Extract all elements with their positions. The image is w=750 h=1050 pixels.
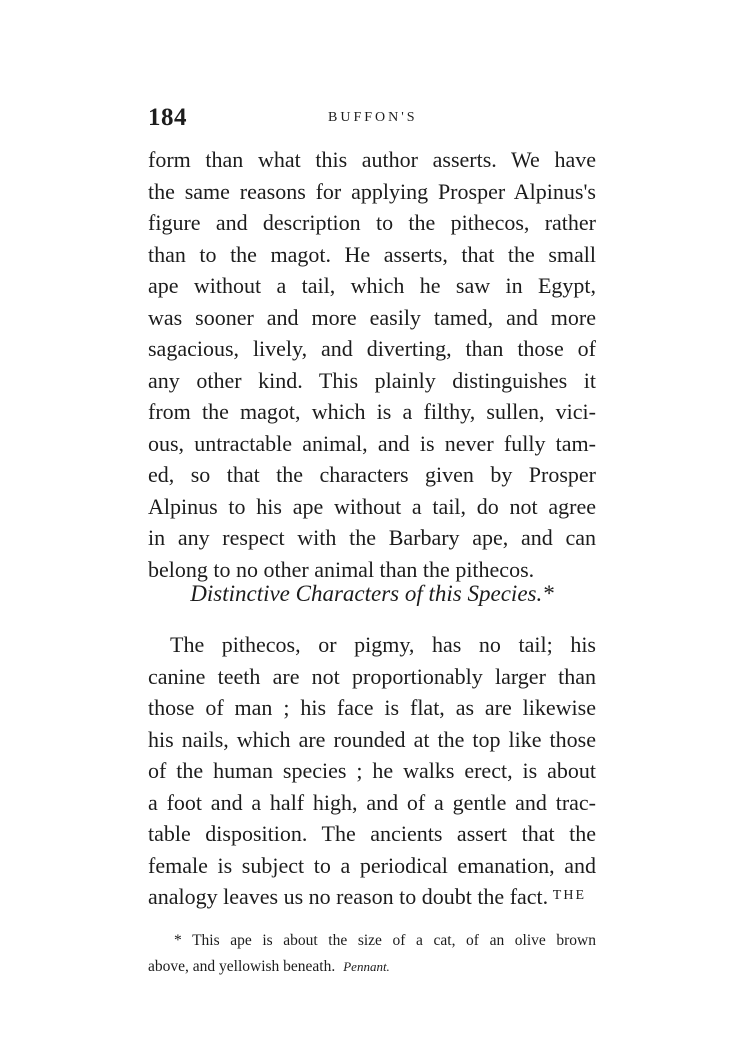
body-paragraph-1 [148, 144, 596, 585]
catchword: THE [552, 888, 586, 903]
body-paragraph-2 [148, 629, 596, 913]
text-line: ous, untractable animal, and is never fully tam- [148, 430, 596, 456]
section-heading: Distinctive Characters of this Species.* [190, 581, 554, 606]
footnote-line [148, 954, 596, 980]
text-line: was sooner and more easily tamed, and more [148, 304, 596, 330]
text-line: the same reasons for applying Prosper Alpinus's [148, 178, 596, 204]
running-head: BUFFON'S [328, 110, 418, 125]
text-line: analogy leaves us no reason to doubt the fact. [148, 884, 549, 909]
text-line: belong to no other animal than the pithecos. [148, 556, 535, 582]
text-line: ape without a tail, which he saw in Egypt, [148, 273, 596, 298]
text-line: any other kind. This plainly distinguishes it [148, 367, 596, 393]
text-line: from the magot, which is a filthy, sullen, vici- [148, 399, 596, 424]
footnote-text: above, and yellowish beneath. [148, 958, 336, 975]
text-line: ed, so that the characters given by Prosper [148, 462, 596, 487]
footnote [148, 928, 596, 980]
text-line: Alpinus to his ape without a tail, do not agree [148, 493, 596, 519]
footnote-line: * This ape is about the size of a cat, of an olive brown [174, 932, 596, 949]
text-line: sagacious, lively, and diverting, than those of [148, 336, 596, 361]
text-line: those of man ; his face is flat, as are likewise [148, 695, 596, 720]
text-line: The pithecos, or pigmy, has no tail; his [170, 632, 596, 657]
page-header [148, 104, 596, 138]
text-line: than to the magot. He asserts, that the small [148, 241, 596, 267]
text-line: female is subject to a periodical emanation, and [148, 852, 596, 878]
text-line: of the human species ; he walks erect, is about [148, 758, 596, 783]
text-line: a foot and a half high, and of a gentle and trac- [148, 789, 596, 815]
text-line: canine teeth are not proportionably larger than [148, 663, 596, 689]
text-line: table disposition. The ancients assert that the [148, 821, 596, 846]
text-line: his nails, which are rounded at the top like those [148, 726, 596, 752]
page-number: 184 [148, 104, 187, 131]
text-line: in any respect with the Barbary ape, and can [148, 525, 596, 550]
footnote-source: Pennant. [343, 959, 390, 974]
text-line: figure and description to the pithecos, rather [148, 210, 596, 235]
text-line: form than what this author asserts. We have [148, 147, 596, 172]
